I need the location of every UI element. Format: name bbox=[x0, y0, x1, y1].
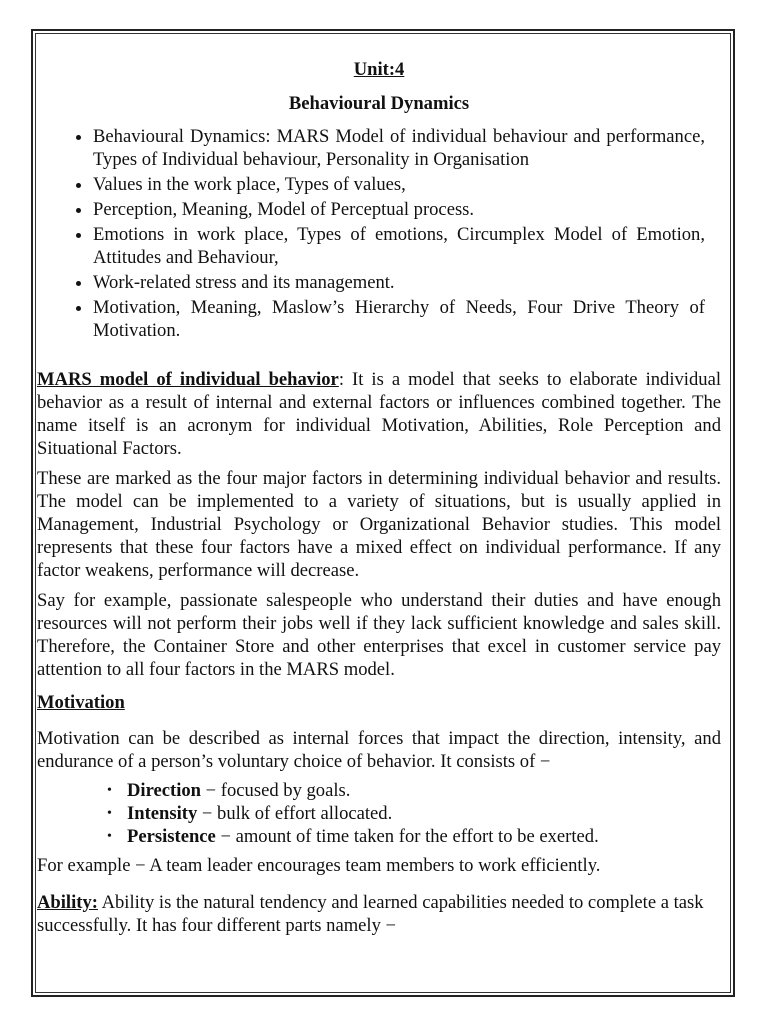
unit-title: Unit:4 bbox=[353, 59, 405, 80]
motivation-intro: Motivation can be described as internal forces that impact the direction, intensity, and endurance of a person’s voluntary choice of behavior. It consists of − bbox=[37, 728, 721, 772]
mars-intro-paragraph bbox=[37, 368, 721, 460]
topics-list bbox=[37, 125, 721, 342]
topic-item: • Behavioural Dynamics: MARS Model of individual behaviour and performance, Types of Individual behaviour, Personality in Organisation bbox=[93, 125, 721, 171]
document-body bbox=[37, 58, 721, 944]
dimension-desc: − bulk of effort allocated. bbox=[197, 803, 393, 824]
ability-heading: Ability: bbox=[37, 892, 98, 913]
mars-paragraph-2: These are marked as the four major factors in determining individual behavior and results. The model can be implemented to a variety of situations, but is usually applied in Management, Industrial Psychology or Organizational Behavior studies. This model represents that these four factors have a mixed effect on individual performance. If any factor weakens, performance will decrease. bbox=[37, 468, 721, 581]
dimension-desc: − amount of time taken for the effort to be exerted. bbox=[215, 826, 599, 847]
dimension-item bbox=[127, 825, 721, 848]
dimension-term: Persistence bbox=[127, 826, 216, 847]
dimension-item bbox=[127, 779, 721, 802]
mars-heading: MARS model of individual behavior bbox=[37, 369, 339, 390]
motivation-example: For example − A team leader encourages team members to work efficiently. bbox=[37, 855, 601, 876]
mars-intro-text: : It is a model that seeks to elaborate individual behavior as a result of internal and external factors or influences combined together. The name itself is an acronym for individual Motivation, Abilities, Role Perception and Situational Factors. bbox=[37, 369, 721, 459]
main-title: Behavioural Dynamics bbox=[288, 93, 470, 114]
dimension-term: Intensity bbox=[127, 803, 198, 824]
topic-item: • Work-related stress and its management. bbox=[93, 271, 721, 294]
dimension-term: Direction bbox=[127, 780, 202, 801]
topic-item: • Motivation, Meaning, Maslow’s Hierarchy of Needs, Four Drive Theory of Motivation. bbox=[93, 296, 721, 342]
motivation-dimensions-list bbox=[37, 779, 721, 848]
motivation-heading: Motivation bbox=[37, 692, 125, 713]
ability-paragraph bbox=[37, 891, 721, 937]
topic-item: • Emotions in work place, Types of emotions, Circumplex Model of Emotion, Attitudes and Behaviour, bbox=[93, 223, 721, 269]
dimension-desc: − focused by goals. bbox=[201, 780, 351, 801]
ability-text: Ability is the natural tendency and learned capabilities needed to complete a task successfully. It has four different parts namely − bbox=[37, 892, 704, 936]
mars-paragraph-3: Say for example, passionate salespeople who understand their duties and have enough resources will not perform their jobs well if they lack sufficient knowledge and sales skill. Therefore, the Container Store and other enterprises that excel in customer service pay attention to all four factors in the MARS model. bbox=[37, 590, 721, 680]
topic-item: • Perception, Meaning, Model of Perceptual process. bbox=[93, 198, 721, 221]
dimension-item bbox=[127, 802, 721, 825]
topic-item: • Values in the work place, Types of values, bbox=[93, 173, 721, 196]
